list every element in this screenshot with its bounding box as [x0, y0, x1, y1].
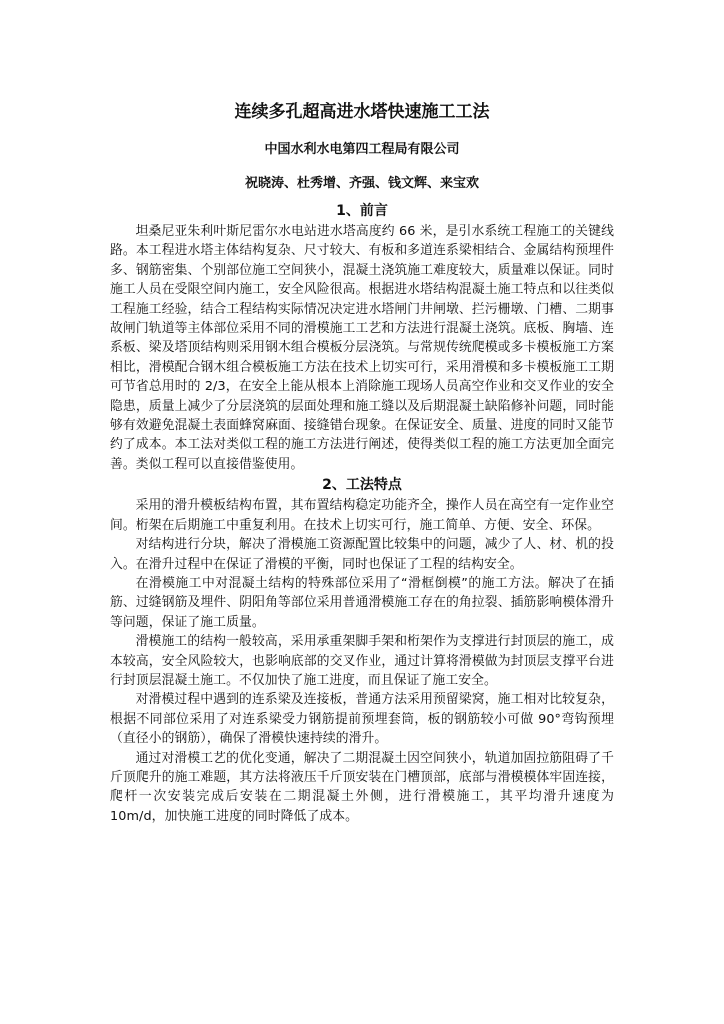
paragraph: 坦桑尼亚朱利叶斯尼雷尔水电站进水塔高度约 66 米，是引水系统工程施工的关键线路。本工程进水塔主体结构复杂、尺寸较大、有板和多道连系梁相结合、金属结构预埋件多、钢筋密集、个别部位施工空间狭小，混凝土浇筑施工难度较大，质量难以保证。同时施工人员在受限空间内施工，安全风险很高。根据进水塔结构混凝土施工特点和以往类似工程施工经验，结合工程结构实际情况决定进水塔闸门井闸墩、拦污栅墩、门槽、二期事故闸门轨道等主体部位采用不同的滑模施工工艺和方法进行混凝土浇筑。底板、胸墙、连系板、梁及塔顶结构则采用钢木组合模板分层浇筑。与常规传统爬模或多卡模板施工方案相比，滑模配合钢木组合模板施工方法在技术上切实可行，采用滑模和多卡模板施工工期可节省总用时的 2/3，在安全上能从根本上消除施工现场人员高空作业和交叉作业的安全隐患，质量上减少了分层浇筑的层面处理和施工缝以及后期混凝土缺陷修补问题，同时能够有效避免混凝土表面蜂窝麻面、接缝错台现象。在保证安全、质量、进度的同时又能节约了成本。本工法对类似工程的施工方法进行阐述，使得类似工程的施工方法更加全面完善。类似工程可以直接借鉴使用。	[110, 224, 614, 472]
paragraph: 对滑模过程中遇到的连系梁及连接板，普通方法采用预留梁窝，施工相对比较复杂，根据不同部位采用了对连系梁受力钢筋提前预埋套筒，板的钢筋较小可做 90°弯钩预埋（直径小的钢筋），确保了滑模快速持续的滑升。	[110, 692, 614, 747]
paragraph: 采用的滑升模板结构布置，其布置结构稳定功能齐全，操作人员在高空有一定作业空间。桁架在后期施工中重复利用。在技术上切实可行，施工简单、方便、安全、环保。	[110, 498, 614, 533]
section-heading: 2、工法特点	[322, 477, 402, 494]
section-features	[110, 474, 614, 826]
section-preface	[110, 200, 614, 474]
paragraph: 滑模施工的结构一般较高，采用承重架脚手架和桁架作为支撑进行封顶层的施工，成本较高，安全风险较大，也影响底部的交叉作业，通过计算将滑模做为封顶层支撑平台进行封顶层混凝土施工。不仅加快了施工进度，而且保证了施工安全。	[110, 634, 614, 688]
document-title: 连续多孔超高进水塔快速施工工法	[234, 102, 490, 122]
organization-name: 中国水利水电第四工程局有限公司	[264, 142, 460, 157]
paragraph: 在滑模施工中对混凝土结构的特殊部位采用了“滑框倒模”的施工方法。解决了在插筋、过缝钢筋及埋件、阴阳角等部位采用普通滑模施工存在的角拉裂、插筋影响模体滑升等问题，保证了施工质量。	[110, 575, 614, 630]
paragraph: 通过对滑模工艺的优化变通，解决了二期混凝土因空间狭小，轨道加固拉筋阻碍了千斤顶爬升的施工难题，其方法将液压千斤顶安装在门槽顶部，底部与滑模模体牢固连接，爬杆一次安装完成后安装在二期混凝土外侧，进行滑模施工，其平均滑升速度为 10m/d，加快施工进度的同时降低了成本。	[110, 750, 614, 824]
author-list: 祝晓涛、杜秀增、齐强、钱文辉、来宝欢	[244, 176, 479, 191]
section-heading: 1、前言	[336, 203, 388, 219]
paragraph: 对结构进行分块，解决了滑模施工资源配置比较集中的问题，减少了人、材、机的投入。在滑升过程中在保证了滑模的平衡，同时也保证了工程的结构安全。	[110, 537, 614, 572]
